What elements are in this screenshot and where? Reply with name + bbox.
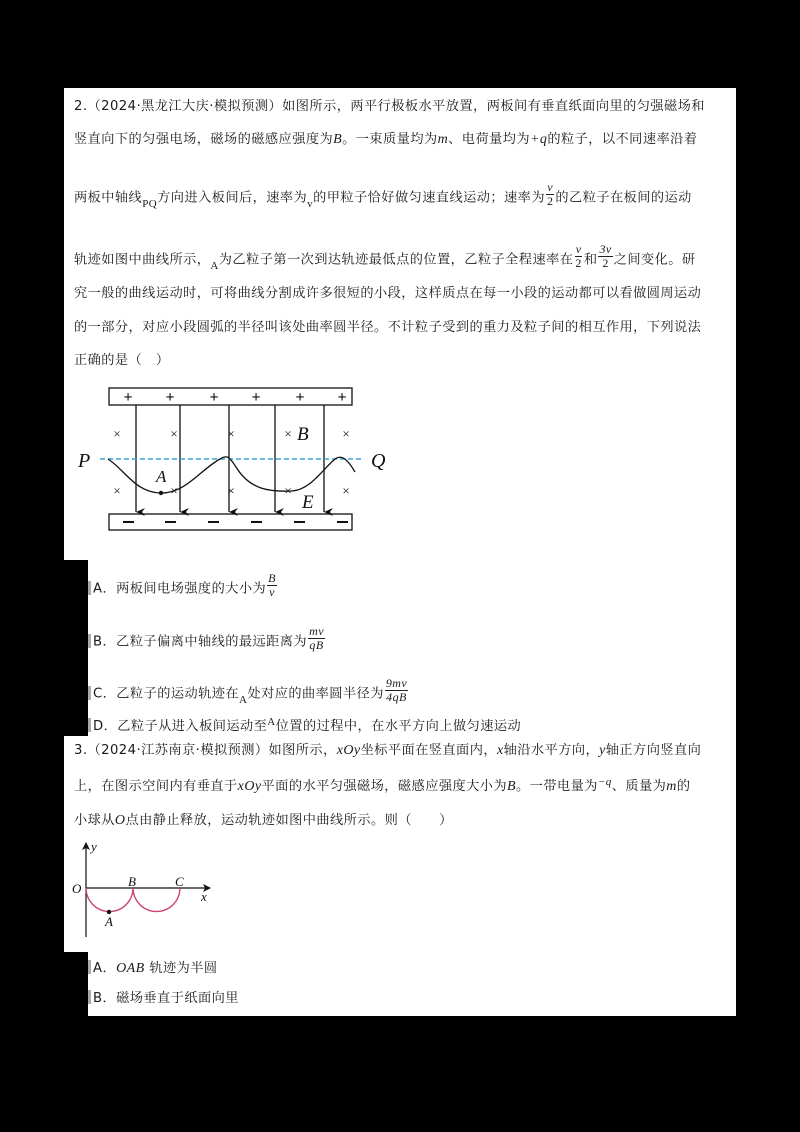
q3-line-1: 3.（2024·江苏南京·模拟预测）如图所示，xOy坐标平面在竖直面内，x轴沿水平方向，y轴正方向竖直向: [74, 743, 702, 758]
question-3-options: [88, 952, 736, 1016]
option-marker: [88, 718, 91, 732]
q3-option-a[interactable]: A．OAB 轨迹为半圆: [88, 960, 218, 978]
option-marker: [88, 686, 91, 700]
question-2-options: [88, 560, 736, 736]
svg-text:×: ×: [113, 483, 121, 498]
svg-text:+: +: [337, 389, 347, 406]
q2-line-3: 两板中轴线$_{PQ}$方向进入板间后，速率为$_v$的甲粒子恰好做匀速直线运动；速率为 $\frac{v}{2}$ 的乙粒子在板间的运动: [74, 180, 692, 210]
xoy-trajectory-figure: [64, 838, 224, 948]
fraction-b-over-v: $\frac{B}{v}$: [268, 571, 276, 599]
label-a: A: [156, 467, 167, 486]
q2-line-1: 2.（2024·黑龙江大庆·模拟预测）如图所示，两平行极板水平放置，两板间有垂直纸面向里的匀强磁场和: [74, 99, 705, 114]
svg-text:+: +: [295, 389, 305, 406]
svg-text:+: +: [209, 389, 219, 406]
label-o: O: [72, 881, 82, 896]
option-marker: [88, 581, 91, 595]
fraction-3v-over-2: $\frac{3v}{2}$: [599, 242, 612, 270]
svg-text:×: ×: [170, 426, 178, 441]
question-2-panel: [64, 88, 736, 560]
q3-number: 3.: [74, 743, 88, 758]
question-3-panel: [64, 736, 736, 952]
svg-text:×: ×: [284, 426, 292, 441]
q2-option-c[interactable]: C．乙粒子的运动轨迹在$_A$处对应的曲率圆半径为 $\frac{9mv}{4qB}$: [88, 680, 409, 707]
q2-line-2: 竖直向下的匀强电场，磁场的磁感应强度为B。一束质量均为m、电荷量均为+q的粒子，以不同速率沿着: [74, 132, 698, 147]
label-b: B: [297, 424, 309, 445]
svg-text:+: +: [165, 389, 175, 406]
option-marker: [88, 990, 91, 1004]
svg-text:×: ×: [342, 483, 350, 498]
fraction-9mv-over-4qb: $\frac{9mv}{4qB}$: [385, 676, 408, 704]
svg-text:×: ×: [342, 426, 350, 441]
negative-plate: [109, 514, 352, 530]
q2-option-d[interactable]: D．乙粒子从进入板间运动至$^A$位置的过程中，在水平方向上做匀速运动: [88, 718, 521, 736]
q3-line-3: 小球从O点由静止释放，运动轨迹如图中曲线所示。则（ ）: [74, 813, 453, 828]
q2-line-7: 正确的是（ ）: [74, 353, 170, 368]
svg-text:×: ×: [227, 483, 235, 498]
q2-line-4: 轨迹如图中曲线所示，$_A$为乙粒子第一次到达轨迹最低点的位置，乙粒子全程速率在 $\frac{v}{2}$ 和 $\frac{3v}{2}$ 之间变化。研: [74, 242, 696, 272]
label-e: E: [302, 492, 314, 513]
q2-option-b[interactable]: B．乙粒子偏离中轴线的最远距离为 $\frac{mv}{qB}$: [88, 628, 326, 655]
svg-text:+: +: [123, 389, 133, 406]
magnetic-field-crosses: [113, 426, 349, 498]
q3-option-b[interactable]: B．磁场垂直于纸面向里: [88, 990, 239, 1008]
svg-text:×: ×: [170, 483, 178, 498]
label-p: P: [78, 450, 91, 472]
q3-source: （2024·江苏南京·模拟预测）: [87, 743, 269, 758]
fraction-mv-over-qb: $\frac{mv}{qB}$: [309, 624, 324, 652]
q2-number: 2.: [74, 99, 88, 114]
fraction-v-over-2: $\frac{v}{2}$: [575, 242, 582, 270]
svg-text:+: +: [251, 389, 261, 406]
fraction-v-over-2: $\frac{v}{2}$: [546, 180, 554, 208]
svg-text:×: ×: [113, 426, 121, 441]
label-c: C: [175, 874, 184, 889]
q2-option-a[interactable]: A．两板间电场强度的大小为 $\frac{B}{v}$: [88, 575, 278, 602]
q2-source: （2024·黑龙江大庆·模拟预测）: [87, 99, 283, 114]
parallel-plates-figure: [64, 378, 404, 538]
label-y: y: [91, 839, 97, 854]
label-x: x: [201, 889, 207, 904]
option-marker: [88, 960, 91, 974]
svg-text:×: ×: [227, 426, 235, 441]
q2-line-5: 究一般的曲线运动时，可将曲线分割成许多很短的小段，这样质点在每一小段的运动都可以看做圆周运动: [74, 286, 702, 301]
q2-line-6: 的一部分，对应小段圆弧的半径叫该处曲率圆半径。不计粒子受到的重力及粒子间的相互作用，下列说法: [74, 320, 702, 335]
semicircle-trajectory: [86, 888, 180, 911]
svg-text:×: ×: [284, 483, 292, 498]
label-b: B: [128, 874, 136, 889]
option-marker: [88, 634, 91, 648]
label-a: A: [105, 914, 113, 929]
point-a-dot: [159, 491, 163, 495]
positive-plate: [109, 388, 352, 405]
q3-line-2: 上，在图示空间内有垂直于xOy平面的水平匀强磁场，磁感应强度大小为B。一带电量为$^{-q}$、质量为m的: [74, 776, 691, 794]
label-q: Q: [371, 450, 386, 472]
